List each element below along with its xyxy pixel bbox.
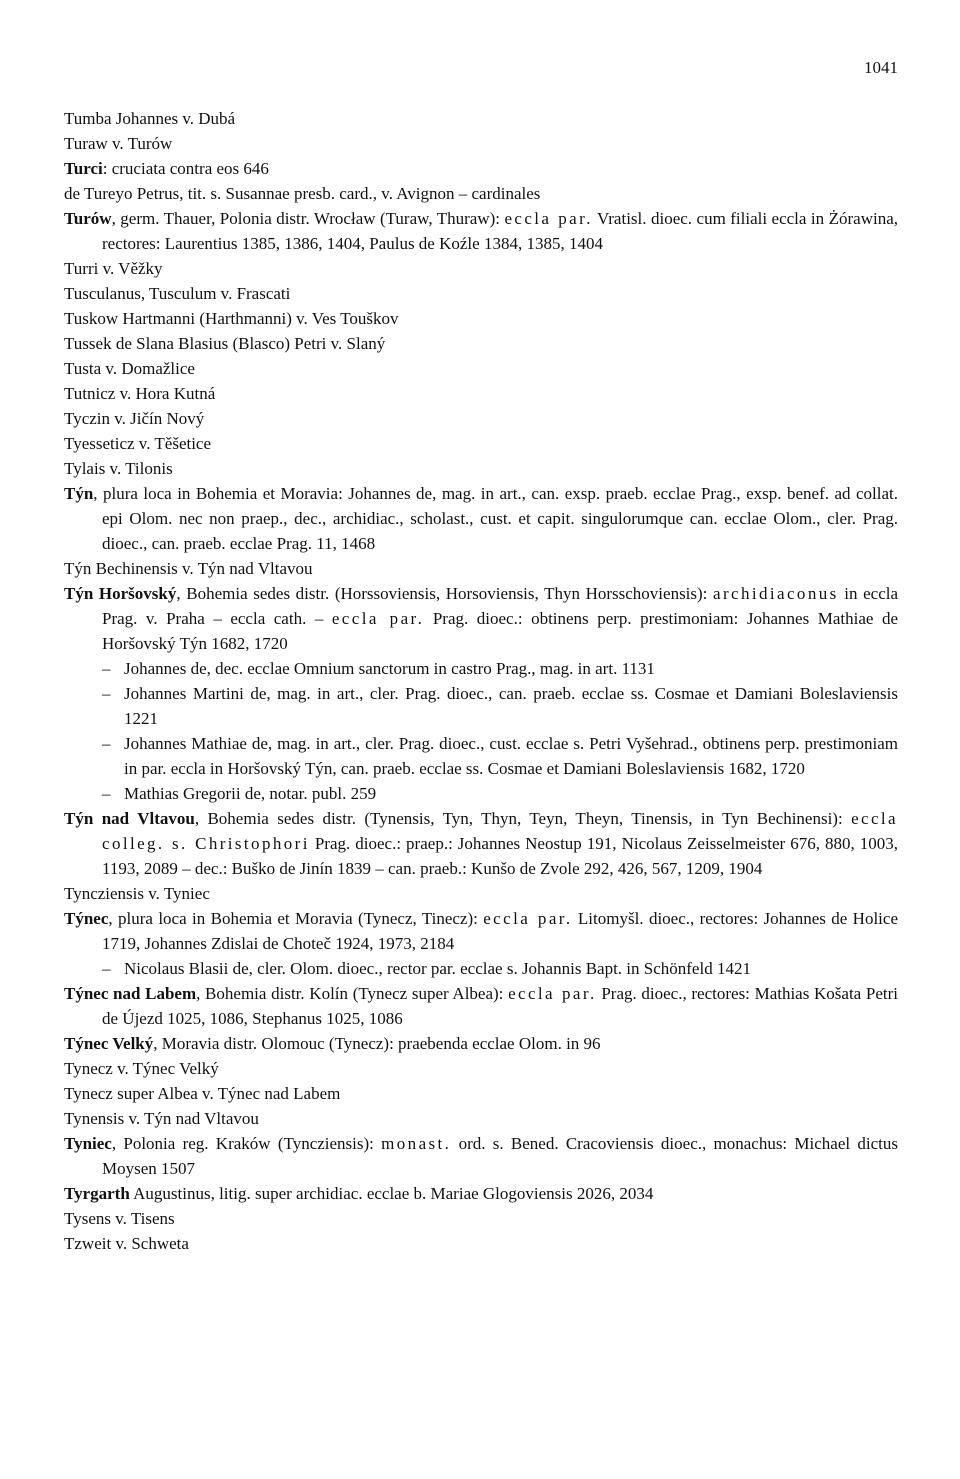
index-entry: [64, 556, 898, 581]
sub-entry-dash: –: [102, 959, 111, 978]
entry-text: Tynecz super Albea v. Týnec nad Labem: [64, 1084, 341, 1103]
index-entry: [64, 1131, 898, 1181]
sub-entry: [64, 731, 898, 781]
index-entry: [64, 431, 898, 456]
entry-text: Tumba Johannes v. Dubá: [64, 109, 236, 128]
entry-text: Tussek de Slana Blasius (Blasco) Petri v. Slaný: [64, 334, 386, 353]
entry-text: Tzweit v. Schweta: [64, 1234, 189, 1253]
entry-text: Tusculanus, Tusculum v. Frascati: [64, 284, 291, 303]
index-entry: [64, 281, 898, 306]
entry-text: in eccla Prag. v. Praha – eccla cath. –: [102, 584, 899, 628]
index-entry: [64, 1106, 898, 1131]
entry-text: , Polonia reg. Kraków (Tyncziensis):: [111, 1134, 382, 1153]
index-entry: [64, 1206, 898, 1231]
entry-spaced-term: eccla par.: [504, 209, 593, 228]
entry-lemma: Týnec: [64, 909, 109, 928]
entry-text: Tynecz v. Týnec Velký: [64, 1059, 219, 1078]
entry-text: Týn Bechinensis v. Týn nad Vltavou: [64, 559, 313, 578]
entry-spaced-term: eccla par.: [331, 609, 425, 628]
entry-lemma: Týn nad Vltavou: [64, 809, 195, 828]
index-entry: [64, 806, 898, 881]
entry-text: ord. s. Bened. Cracoviensis dioec., monachus: Michael dictus Moysen 1507: [102, 1134, 898, 1178]
sub-entry-dash: –: [102, 684, 111, 703]
entry-text: , plura loca in Bohemia et Moravia (Tynecz, Tinecz):: [108, 909, 484, 928]
entry-text: Prag. dioec., rectores: Mathias Košata Petri de Újezd 1025, 1086, Stephanus 1025, 1086: [102, 984, 898, 1028]
entry-lemma: Tyniec: [64, 1134, 112, 1153]
entry-text: , plura loca in Bohemia et Moravia: Johannes de, mag. in art., can. exsp. praeb. ecclae Prag., exsp. benef. ad collat. epi Olom. nec non praep., dec., archidiac., scholast., cust. et capit. singulorumque can. ecclae Olom., cler. Prag. dioec., can. praeb. ecclae Prag. 11, 1468: [93, 484, 898, 553]
entry-text: de Tureyo Petrus, tit. s. Susannae presb. card., v. Avignon – cardinales: [64, 184, 541, 203]
sub-entry: [64, 656, 898, 681]
entry-text: , germ. Thauer, Polonia distr. Wrocław (Turaw, Thuraw):: [111, 209, 505, 228]
entry-text: Augustinus, litig. super archidiac. ecclae b. Mariae Glogoviensis 2026, 2034: [129, 1184, 654, 1203]
entry-lemma: Turów: [64, 209, 112, 228]
entry-text: Tutnicz v. Hora Kutná: [64, 384, 216, 403]
entry-spaced-term: archidiaconus: [713, 584, 839, 603]
index-entry: [64, 306, 898, 331]
entry-text: , Bohemia distr. Kolín (Tynecz super Albea):: [196, 984, 509, 1003]
entry-text: , Bohemia sedes distr. (Horssoviensis, Horsoviensis, Thyn Horsschoviensis):: [176, 584, 714, 603]
index-entry: [64, 181, 898, 206]
entry-spaced-term: eccla par.: [483, 909, 573, 928]
entry-text: Prag. dioec.: praep.: Johannes Neostup 191, Nicolaus Zeisselmeister 676, 880, 1003, 1193, 2089 – dec.: Buško de Jinín 1839 – can. praeb.: Kunšo de Zvole 292, 426, 567, 1209, 1904: [102, 834, 898, 878]
entry-text: Tyesseticz v. Těšetice: [64, 434, 212, 453]
index-entry: [64, 356, 898, 381]
index-entry: [64, 331, 898, 356]
sub-entry-dash: –: [102, 734, 111, 753]
entry-spaced-term: monast.: [381, 1134, 452, 1153]
entry-text: Tyncziensis v. Tyniec: [64, 884, 210, 903]
sub-entry: [64, 781, 898, 806]
index-entry: [64, 131, 898, 156]
index-entry: [64, 1231, 898, 1256]
index-entry: [64, 1056, 898, 1081]
entry-text: Tuskow Hartmanni (Harthmanni) v. Ves Touškov: [64, 309, 399, 328]
entry-text: , Moravia distr. Olomouc (Tynecz): praebenda ecclae Olom. in 96: [153, 1034, 601, 1053]
entry-lemma: Týnec nad Labem: [64, 984, 197, 1003]
entry-text: Vratisl. dioec. cum filiali eccla in Żórawina, rectores: Laurentius 1385, 1386, 1404, Paulus de Koźle 1384, 1385, 1404: [102, 209, 898, 253]
index-list: [64, 106, 898, 1256]
entry-text: Johannes Martini de, mag. in art., cler. Prag. dioec., can. praeb. ecclae ss. Cosmae et Damiani Boleslaviensis 1221: [124, 684, 898, 728]
entry-text: Nicolaus Blasii de, cler. Olom. dioec., rector par. ecclae s. Johannis Bapt. in Schönfeld 1421: [124, 959, 751, 978]
index-entry: [64, 256, 898, 281]
index-entry: [64, 581, 898, 656]
entry-spaced-term: eccla colleg. s. Christophori: [102, 809, 898, 853]
sub-entry-dash: –: [102, 784, 111, 803]
entry-text: Litomyšl. dioec., rectores: Johannes de Holice 1719, Johannes Zdislai de Choteč 1924, 1973, 2184: [102, 909, 898, 953]
entry-lemma: Tyrgarth: [64, 1184, 130, 1203]
index-entry: [64, 106, 898, 131]
index-entry: [64, 456, 898, 481]
sub-entry-dash: –: [102, 659, 111, 678]
index-entry: [64, 1181, 898, 1206]
index-entry: [64, 481, 898, 556]
index-entry: [64, 1081, 898, 1106]
entry-text: Turri v. Věžky: [64, 259, 163, 278]
entry-text: Turaw v. Turów: [64, 134, 173, 153]
entry-spaced-term: eccla par.: [508, 984, 597, 1003]
entry-text: Johannes de, dec. ecclae Omnium sanctorum in castro Prag., mag. in art. 1131: [124, 659, 655, 678]
entry-text: Tusta v. Domažlice: [64, 359, 195, 378]
entry-lemma: Týnec Velký: [64, 1034, 154, 1053]
entry-text: Tynensis v. Týn nad Vltavou: [64, 1109, 259, 1128]
entry-text: Tylais v. Tilonis: [64, 459, 173, 478]
entry-text: Tyczin v. Jičín Nový: [64, 409, 205, 428]
entry-text: : cruciata contra eos 646: [102, 159, 269, 178]
entry-text: , Bohemia sedes distr. (Tynensis, Tyn, Thyn, Teyn, Theyn, Tinensis, in Tyn Bechinensi):: [194, 809, 852, 828]
page-number: 1041: [864, 58, 898, 77]
entry-text: Tysens v. Tisens: [64, 1209, 175, 1228]
index-entry: [64, 1031, 898, 1056]
index-entry: [64, 906, 898, 956]
entry-text: Prag. dioec.: obtinens perp. prestimoniam: Johannes Mathiae de Horšovský Týn 1682, 1720: [102, 609, 898, 653]
index-entry: [64, 981, 898, 1031]
entry-lemma: Týn Horšovský: [64, 584, 177, 603]
index-entry: [64, 881, 898, 906]
index-entry: [64, 406, 898, 431]
index-entry: [64, 156, 898, 181]
entry-text: Mathias Gregorii de, notar. publ. 259: [124, 784, 377, 803]
sub-entry: [64, 956, 898, 981]
index-entry: [64, 381, 898, 406]
index-entry: [64, 206, 898, 256]
entry-lemma: Turci: [64, 159, 103, 178]
sub-entry: [64, 681, 898, 731]
entry-lemma: Týn: [64, 484, 94, 503]
entry-text: Johannes Mathiae de, mag. in art., cler. Prag. dioec., cust. ecclae s. Petri Vyšehrad., obtinens perp. prestimoniam in par. eccla in Horšovský Týn, can. praeb. ecclae ss. Cosmae et Damiani Boleslaviensis 1682, 1720: [124, 734, 898, 778]
